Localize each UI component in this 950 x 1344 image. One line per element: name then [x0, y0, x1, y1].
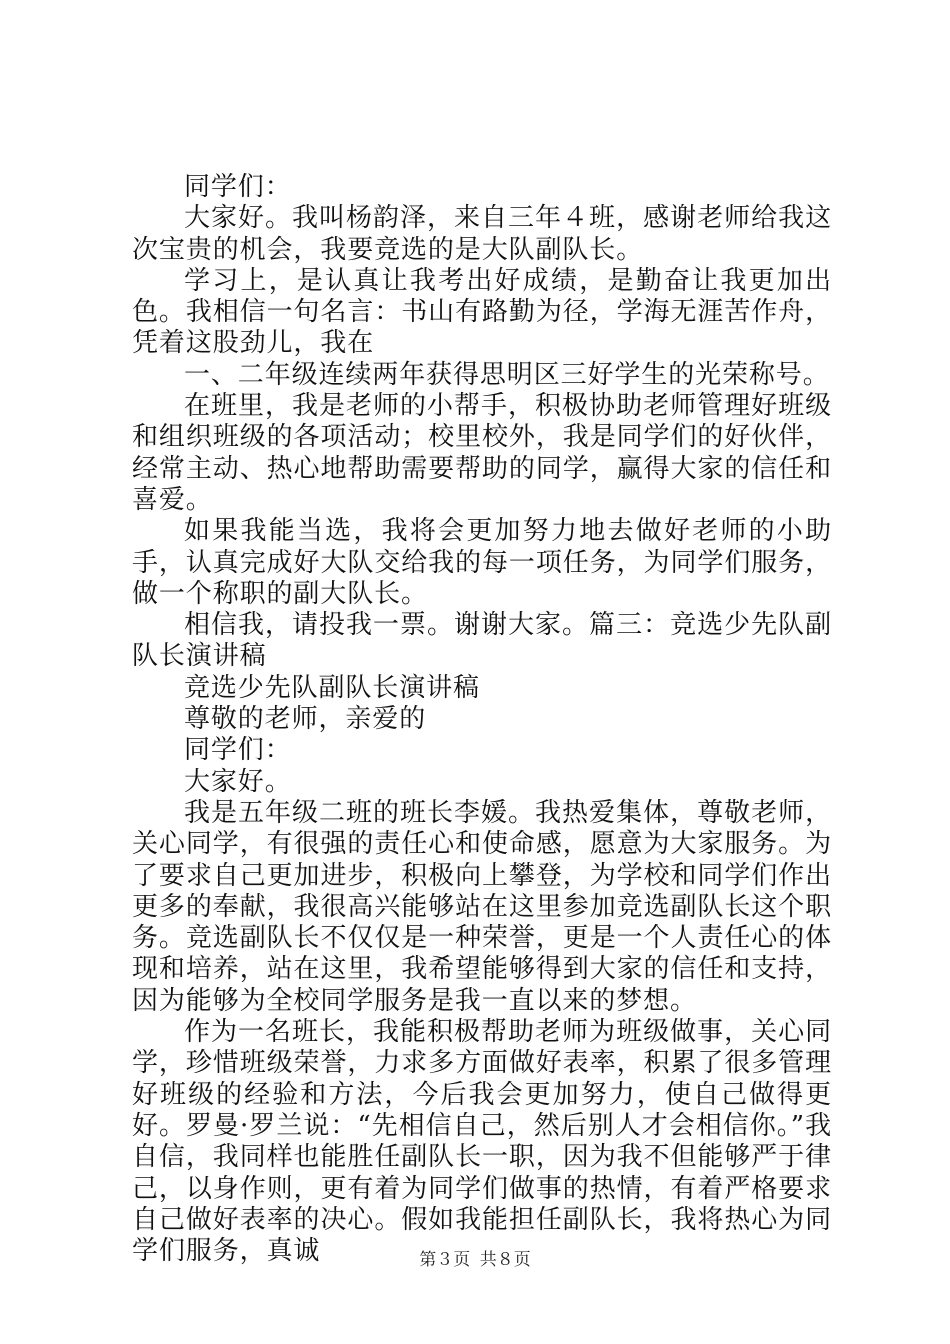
paragraph: 竞选少先队副队长演讲稿	[184, 672, 480, 703]
paragraph: 作为一名班长，我能积极帮助老师为班级做事，关心同学，珍惜班级荣誉，力求多方面做好表率，积累了很多管理好班级的经验和方法，今后我会更加努力，使自己做得更好。罗曼·罗兰说：“先相信自己，然后别人才会相信你。”我自信，我同样也能胜任副队长一职，因为我不但能够严于律己，以身作则，更有着为同学们做事的热情，有着严格要求自己做好表率的决心。假如我能担任副队长，我将热心为同学们服务，真诚	[132, 1017, 832, 1267]
paragraph: 尊敬的老师，亲爱的	[184, 704, 427, 735]
paragraph: 相信我，请投我一票。谢谢大家。篇三：竞选少先队副队长演讲稿	[132, 610, 832, 672]
page-number: 第３页	[419, 1250, 471, 1270]
page-footer	[0, 1245, 950, 1270]
page-total: 共８页	[479, 1250, 531, 1270]
document-body	[132, 172, 832, 1267]
paragraph: 同学们：	[184, 735, 292, 766]
paragraph: 一、二年级连续两年获得思明区三好学生的光荣称号。	[184, 359, 830, 390]
paragraph: 在班里，我是老师的小帮手，积极协助老师管理好班级和组织班级的各项活动；校里校外，我是同学们的好伙伴，经常主动、热心地帮助需要帮助的同学，赢得大家的信任和喜爱。	[132, 391, 832, 515]
paragraph: 如果我能当选，我将会更加努力地去做好老师的小助手，认真完成好大队交给我的每一项任务，为同学们服务，做一个称职的副大队长。	[132, 516, 832, 609]
paragraph: 同学们：	[184, 172, 292, 202]
paragraph: 大家好。我叫杨韵泽，来自三年４班，感谢老师给我这次宝贵的机会，我要竞选的是大队副队长。	[132, 203, 832, 265]
paragraph: 大家好。	[184, 766, 292, 797]
paragraph: 学习上，是认真让我考出好成绩，是勤奋让我更加出色。我相信一句名言：书山有路勤为径，学海无涯苦作舟，凭着这股劲儿，我在	[132, 265, 832, 359]
paragraph: 我是五年级二班的班长李媛。我热爱集体，尊敬老师，关心同学，有很强的责任心和使命感，愿意为大家服务。为了要求自己更加进步，积极向上攀登，为学校和同学们作出更多的奉献，我很高兴能够站在这里参加竞选副队长这个职务。竞选副队长不仅仅是一种荣誉，更是一个人责任心的体现和培养，站在这里，我希望能够得到大家的信任和支持，因为能够为全校同学服务是我一直以来的梦想。	[132, 797, 832, 1016]
